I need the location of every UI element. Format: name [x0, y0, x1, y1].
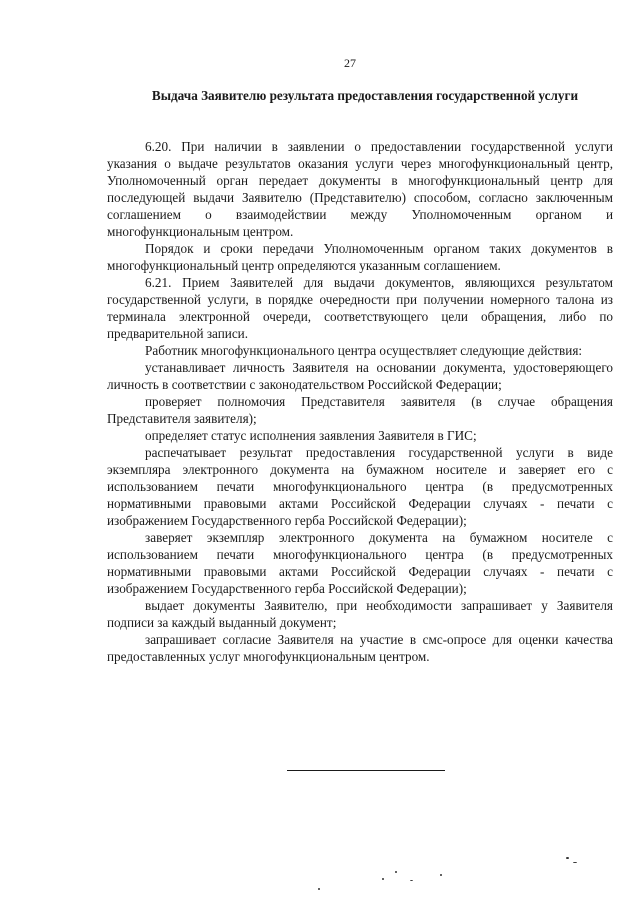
section-heading: Выдача Заявителю результата предоставления государственной услуги	[151, 88, 579, 103]
scan-speck	[318, 888, 320, 890]
list-item-issue: выдает документы Заявителю, при необходимости запрашивает у Заявителя подписи за каждый выданный документ;	[107, 598, 613, 630]
paragraph-6-21: 6.21. Прием Заявителей для выдачи документов, являющихся результатом государственной услуги, в порядке очередности при получении номерного талона из терминала электронной очереди, соответствующего цели обращения, либо по предварительной записи.	[107, 275, 613, 341]
list-item-print-result: распечатывает результат предоставления государственной услуги в виде экземпляра электронного документа на бумажном носителе и заверяет его с использованием печати многофункционального центра (в предусмотренных нормативными правовыми актами Российской Федерации случаях - печати с изображением Государственного герба Российской Федерации);	[107, 445, 613, 528]
list-item-authority: проверяет полномочия Представителя заявителя (в случае обращения Представителя заявителя);	[107, 394, 613, 426]
list-item-certify: заверяет экземпляр электронного документа на бумажном носителе с использованием печати многофункционального центра (в предусмотренных нормативными правовыми актами Российской Федерации случаях - печати с изображением Государственного герба Российской Федерации);	[107, 530, 613, 596]
scan-speck	[440, 874, 442, 876]
scan-speck	[382, 878, 384, 880]
page-number: 27	[344, 56, 356, 70]
scan-speck	[573, 862, 577, 863]
scan-speck	[395, 871, 397, 873]
closing-rule	[287, 770, 445, 771]
paragraph-6-20: 6.20. При наличии в заявлении о предоставлении государственной услуги указания о выдаче результатов оказания услуги через многофункциональный центр, Уполномоченный орган передает документы в многофункциональный центр для последующей выдачи Заявителю (Представителю) способом, согласно заключенным соглашением о взаимодействии между Уполномоченным органом и многофункциональным центром.	[107, 139, 613, 239]
paragraph-worker-actions: Работник многофункционального центра осуществляет следующие действия:	[145, 343, 583, 358]
list-item-identity: устанавливает личность Заявителя на основании документа, удостоверяющего личность в соответствии с законодательством Российской Федерации;	[107, 360, 613, 392]
list-item-survey: запрашивает согласие Заявителя на участие в смс-опросе для оценки качества предоставленных услуг многофункциональным центром.	[107, 632, 613, 664]
paragraph-transfer-procedure: Порядок и сроки передачи Уполномоченным органом таких документов в многофункциональный центр определяются указанным соглашением.	[107, 241, 613, 273]
scan-speck	[566, 857, 569, 859]
list-item-status: определяет статус исполнения заявления Заявителя в ГИС;	[145, 428, 477, 443]
scan-speck	[410, 880, 413, 881]
body-text	[107, 138, 613, 665]
